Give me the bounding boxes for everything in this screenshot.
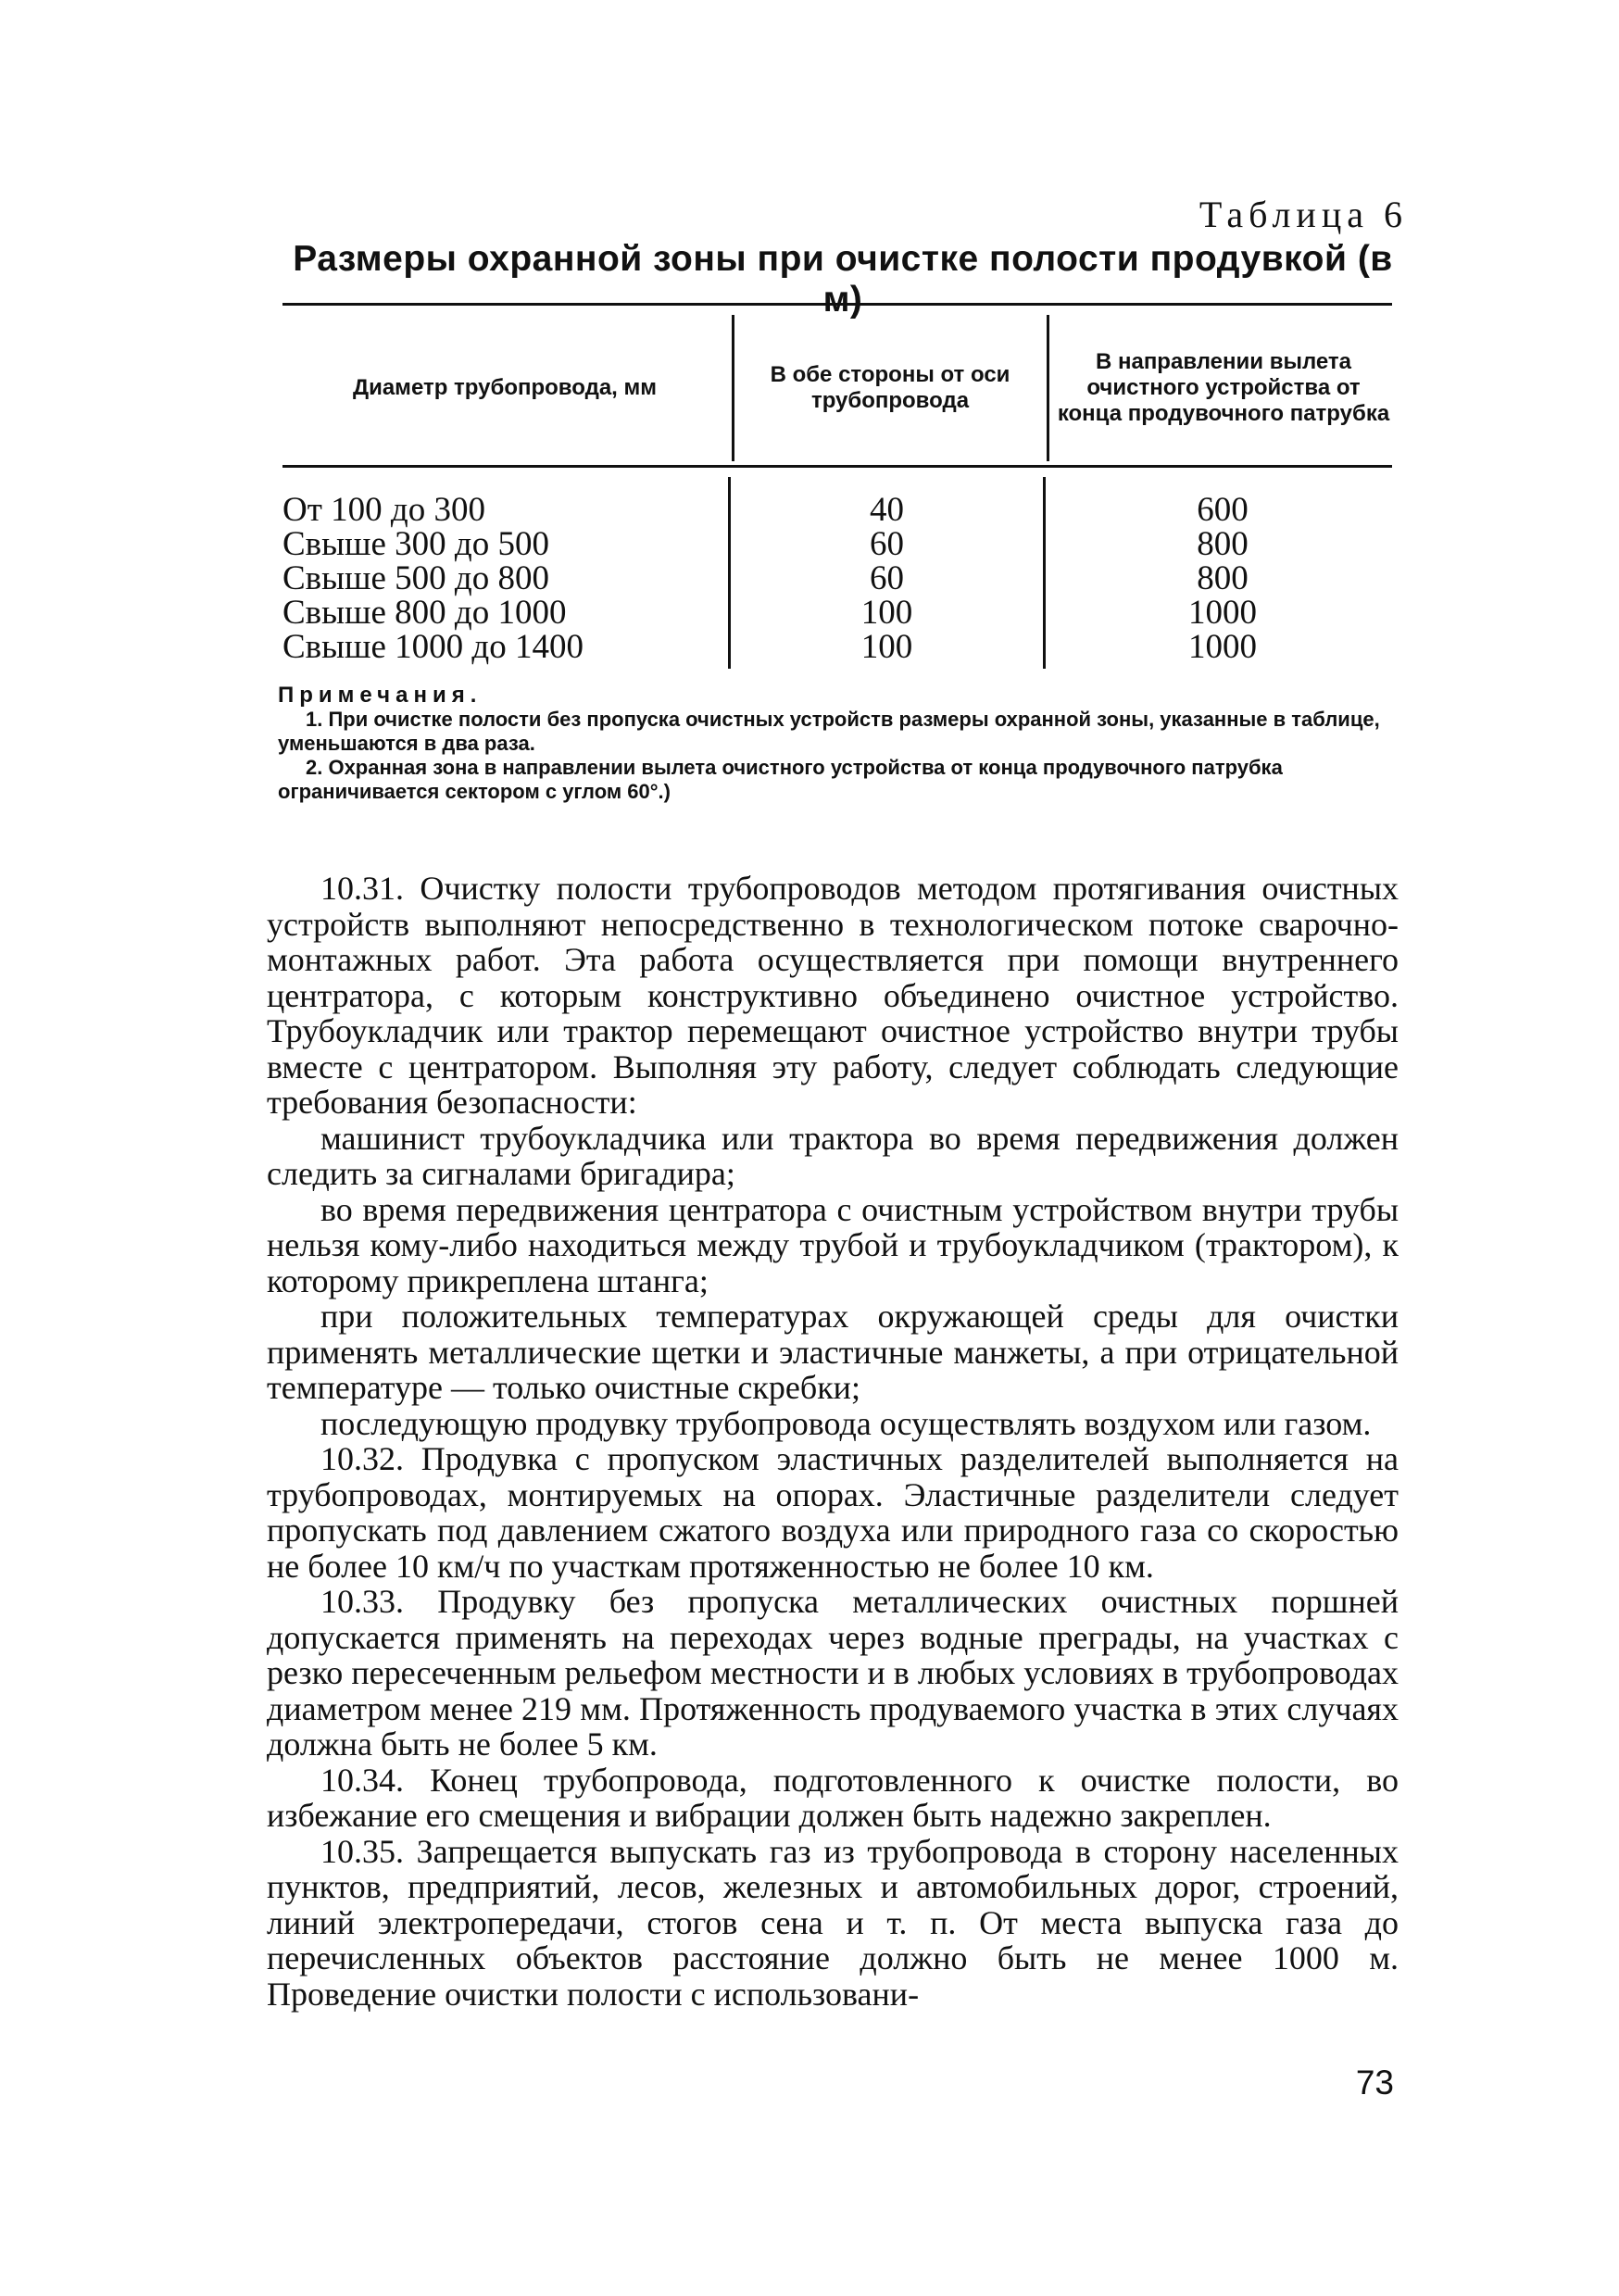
table-row-2-diameter: Свыше 300 до 500 (282, 525, 549, 563)
header-divider-1 (732, 315, 734, 461)
both-sides-column (736, 493, 1037, 664)
table-top-rule (282, 303, 1392, 306)
table-row-4-diameter: Свыше 800 до 1000 (282, 594, 567, 632)
diameter-column (282, 493, 718, 664)
paragraph-10-31: 10.31. Очистку полости трубопроводов методом протягивания очистных устройств выполняют непосредственно в технологическом потоке сварочно-монтажных работ. Эта работа осуществляется при помощи внутреннего центратора, с которым конструктивно объединено очистное устройство. Трубоукладчик или трактор перемещают очистное устройство внутри трубы вместе с центратором. Выполняя эту работу, следует соблюдать следующие требования безопасности: (267, 870, 1399, 1121)
table-header-rule (282, 465, 1392, 468)
paragraph-10-32: 10.32. Продувка с пропуском эластичных разделителей выполняется на трубопроводах, монтируемых на опорах. Эластичные разделители следует пропускать под давлением сжатого воздуха или природного газа со скоростью не более 10 км/ч по участкам протяженностью не более 10 км. (267, 1440, 1399, 1585)
header-both-sides: В обе стороны от оси трубопровода (770, 362, 1010, 413)
direction-column (1056, 493, 1389, 664)
header-direction: В направлении вылета очистного устройства от конца продувочного патрубка (1057, 349, 1390, 426)
table-row-5-direction: 1000 (1188, 628, 1257, 666)
note-1: 1. При очистке полости без пропуска очистных устройств размеры охранной зоны, указанные в таблице, уменьшаются в два раза. (278, 708, 1380, 755)
body-divider-1 (728, 477, 731, 669)
table-title: Размеры охранной зоны при очистке полости продувкой (в м) (293, 239, 1393, 320)
notes-heading: Примечания. (278, 683, 483, 708)
list-item: машинист трубоукладчика или трактора во время передвижения должен следить за сигналами бригадира; (267, 1119, 1399, 1192)
table-row-5-sides: 100 (860, 628, 913, 666)
paragraph-10-33: 10.33. Продувку без пропуска металлических очистных поршней допускается применять на переходах через водные преграды, на участках с резко пересеченным рельефом местности и в любых условиях в трубопроводах диаметром менее 219 мм. Протяженность продуваемого участка в этих случаях должна быть не более 5 км. (267, 1583, 1399, 1763)
table-row-3-sides: 60 (870, 559, 904, 597)
body-divider-2 (1043, 477, 1046, 669)
header-divider-2 (1047, 315, 1049, 461)
table-row-1-diameter: От 100 до 300 (282, 491, 485, 529)
table-row-2-sides: 60 (870, 525, 904, 563)
table-number: Таблица 6 (1199, 194, 1408, 235)
table-row-2-direction: 800 (1197, 525, 1249, 563)
table-row-1-direction: 600 (1197, 491, 1249, 529)
header-diameter: Диаметр трубопровода, мм (352, 375, 658, 400)
paragraph-10-34: 10.34. Конец трубопровода, подготовленного к очистке полости, во избежание его смещения и вибрации должен быть надежно закреплен. (267, 1761, 1399, 1834)
table-row-5-diameter: Свыше 1000 до 1400 (282, 628, 584, 666)
table-row-4-direction: 1000 (1188, 594, 1257, 632)
note-2: 2. Охранная зона в направлении вылета очистного устройства от конца продувочного патрубка ограничивается сектором с углом 60°.) (278, 756, 1283, 803)
page-number: 73 (1355, 2064, 1394, 2102)
table-row-1-sides: 40 (870, 491, 904, 529)
paragraph-10-35: 10.35. Запрещается выпускать газ из трубопровода в сторону населенных пунктов, предприятий, лесов, железных и автомобильных дорог, строений, линий электропередачи, стогов сена и т. п. От места выпуска газа до перечисленных объектов расстояние должно быть не менее 1000 м. Проведение очистки полости с использовани- (267, 1832, 1399, 2013)
table-row-3-diameter: Свыше 500 до 800 (282, 559, 549, 597)
list-item: последующую продувку трубопровода осуществлять воздухом или газом. (320, 1404, 1372, 1442)
table-row-4-sides: 100 (860, 594, 913, 632)
table-notes (278, 684, 1408, 804)
list-item: при положительных температурах окружающей среды для очистки применять металлические щетки и эластичные манжеты, а при отрицательной температуре — только очистные скребки; (267, 1298, 1399, 1406)
body-text (267, 871, 1399, 2012)
list-item: во время передвижения центратора с очистным устройством внутри трубы нельзя кому-либо находиться между трубой и трубоукладчиком (трактором), к которому прикреплена штанга; (267, 1190, 1399, 1299)
table-row-3-direction: 800 (1197, 559, 1249, 597)
